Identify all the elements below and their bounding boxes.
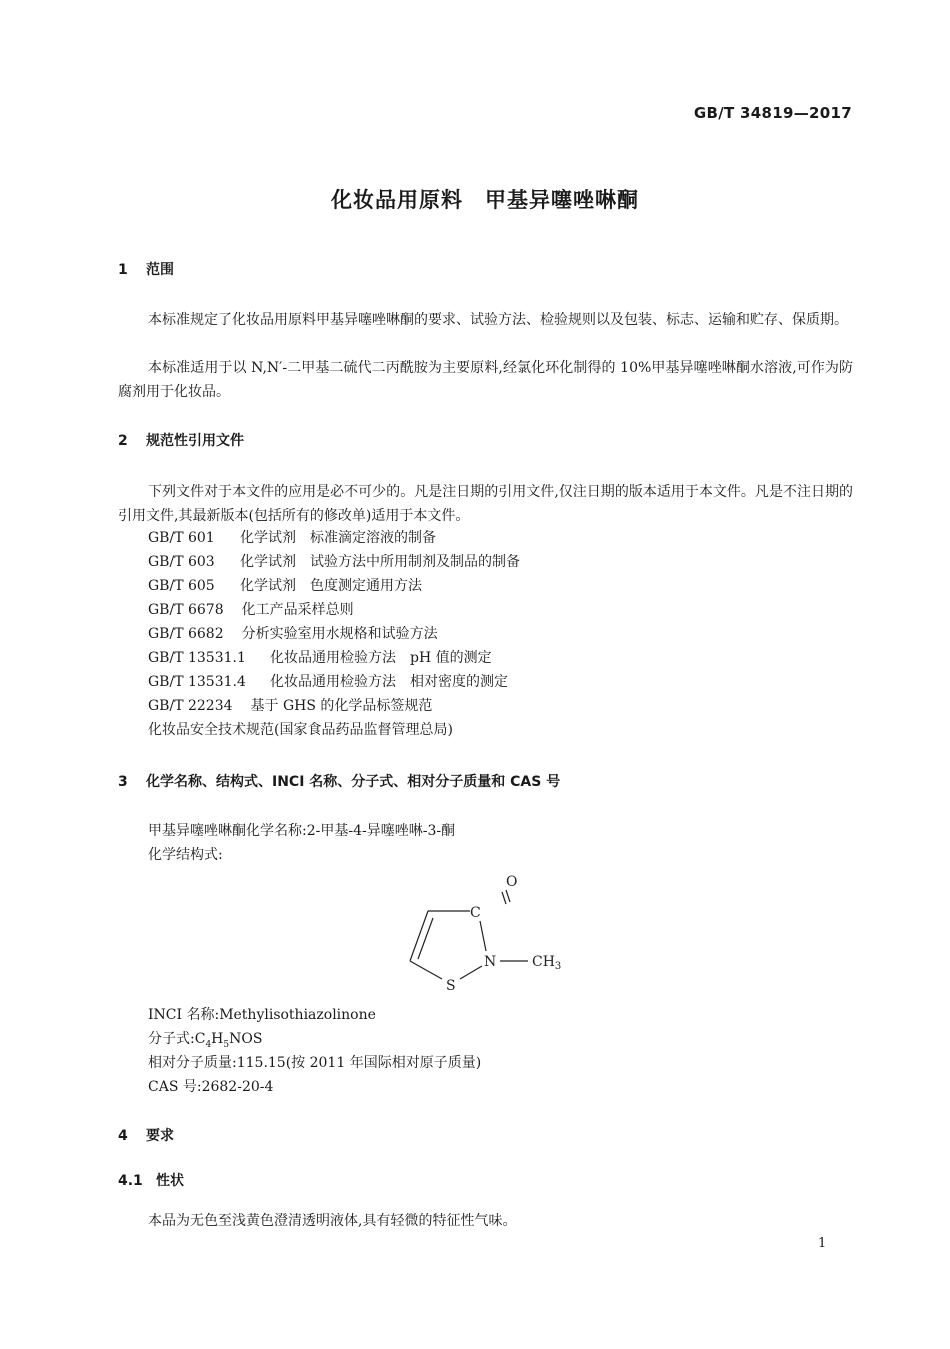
reference-item: [148, 550, 520, 574]
atom-label: [532, 954, 561, 972]
reference-code: GB/T 601: [148, 530, 215, 546]
atom-label: S: [446, 978, 456, 994]
molecular-mass: 相对分子质量:115.15(按 2011 年国际相对原子质量): [148, 1055, 482, 1071]
atom-subscript: 3: [554, 961, 562, 972]
section-3-title: 化学名称、结构式、INCI 名称、分子式、相对分子质量和 CAS 号: [146, 774, 561, 790]
reference-list: [148, 526, 520, 742]
reference-title: 化工产品采样总则: [241, 602, 354, 618]
reference-item: [148, 718, 520, 742]
reference-title: 化学试剂 色度测定通用方法: [240, 578, 422, 594]
reference-code: GB/T 6678: [148, 602, 224, 618]
standard-code: GB/T 34819—2017: [693, 104, 852, 122]
section-2-intro: 下列文件对于本文件的应用是必不可少的。凡是注日期的引用文件,仅注日期的版本适用于本文件。凡是不注日期的引用文件,其最新版本(包括所有的修改单)适用于本文件。: [118, 484, 853, 524]
reference-item: [148, 574, 520, 598]
atom-label: CH: [532, 954, 555, 970]
section-4-heading: [118, 1125, 174, 1145]
atom-label: O: [506, 874, 518, 890]
formula-element: H: [211, 1031, 224, 1047]
reference-item: [148, 622, 520, 646]
reference-item: [148, 694, 520, 718]
atom-label: N: [484, 954, 497, 970]
reference-code: GB/T 22234: [148, 698, 233, 714]
section-2-heading: [118, 430, 244, 450]
section-1-number: 1: [118, 262, 128, 278]
cas-number: CAS 号:2682-20-4: [148, 1079, 274, 1095]
formula-element: NOS: [229, 1031, 263, 1047]
document-title: 化妆品用原料 甲基异噻唑啉酮: [331, 188, 639, 212]
chemical-structure: [398, 868, 578, 998]
formula-prefix: 分子式:: [148, 1031, 195, 1047]
ring-bond-s-n: [460, 966, 482, 979]
ring-double-bond: [418, 918, 433, 959]
section-3-heading: [118, 771, 560, 791]
section-4-number: 4: [118, 1128, 128, 1144]
reference-item: [148, 598, 520, 622]
ring-bond-c4-c5: [410, 911, 428, 961]
reference-title: 基于 GHS 的化学品标签规范: [250, 698, 433, 714]
reference-code: GB/T 6682: [148, 626, 224, 642]
reference-code: GB/T 605: [148, 578, 215, 594]
section-4-1-heading: [118, 1170, 184, 1190]
page-number: 1: [818, 1236, 827, 1251]
reference-item: [148, 646, 520, 670]
reference-title: 化学试剂 试验方法中所用制剂及制品的制备: [240, 554, 520, 570]
appearance-text: 本品为无色至浅黄色澄清透明液体,具有轻微的特征性气味。: [148, 1213, 517, 1229]
reference-title: 化妆品通用检验方法 pH 值的测定: [270, 650, 492, 666]
inci-name: INCI 名称:Methylisothiazolinone: [148, 1007, 376, 1023]
carbonyl-bond-2: [502, 892, 506, 904]
section-4-1-title: 性状: [156, 1173, 184, 1189]
section-4-title: 要求: [146, 1128, 174, 1144]
reference-title: 化学试剂 标准滴定溶液的制备: [240, 530, 436, 546]
section-4-1-number: 4.1: [118, 1173, 143, 1189]
molecular-formula: [148, 1028, 262, 1050]
atom-label: C: [470, 905, 481, 921]
ring-bond-c5-s: [410, 961, 442, 979]
reference-title: 化妆品安全技术规范(国家食品药品监督管理总局): [148, 722, 453, 738]
reference-code: GB/T 13531.4: [148, 674, 246, 690]
formula-subscript: 5: [223, 1039, 230, 1050]
section-1-paragraph-1: 本标准规定了化妆品用原料甲基异噻唑啉酮的要求、试验方法、检验规则以及包装、标志、运输和贮存、保质期。: [148, 312, 848, 328]
section-3-number: 3: [118, 774, 128, 790]
section-2-number: 2: [118, 433, 128, 449]
ring-bond-n-c: [480, 921, 486, 951]
carbonyl-bond-1: [506, 890, 510, 902]
chemical-name: 甲基异噻唑啉酮化学名称:2-甲基-4-异噻唑啉-3-酮: [148, 823, 456, 839]
reference-code: GB/T 13531.1: [148, 650, 246, 666]
formula-subscript: 4: [205, 1039, 212, 1050]
reference-title: 分析实验室用水规格和试验方法: [241, 626, 438, 642]
reference-item: [148, 526, 520, 550]
section-1-paragraph-2: 本标准适用于以 N,N′-二甲基二硫代二丙酰胺为主要原料,经氯化环化制得的 10%甲基异噻唑啉酮水溶液,可作为防腐剂用于化妆品。: [118, 360, 853, 400]
reference-item: [148, 670, 520, 694]
structure-label: 化学结构式:: [148, 847, 223, 863]
reference-title: 化妆品通用检验方法 相对密度的测定: [270, 674, 508, 690]
section-1-title: 范围: [146, 262, 174, 278]
reference-code: GB/T 603: [148, 554, 215, 570]
section-2-title: 规范性引用文件: [146, 433, 244, 449]
structure-diagram: [398, 868, 578, 998]
section-1-heading: [118, 259, 174, 279]
formula-element: C: [194, 1031, 206, 1047]
